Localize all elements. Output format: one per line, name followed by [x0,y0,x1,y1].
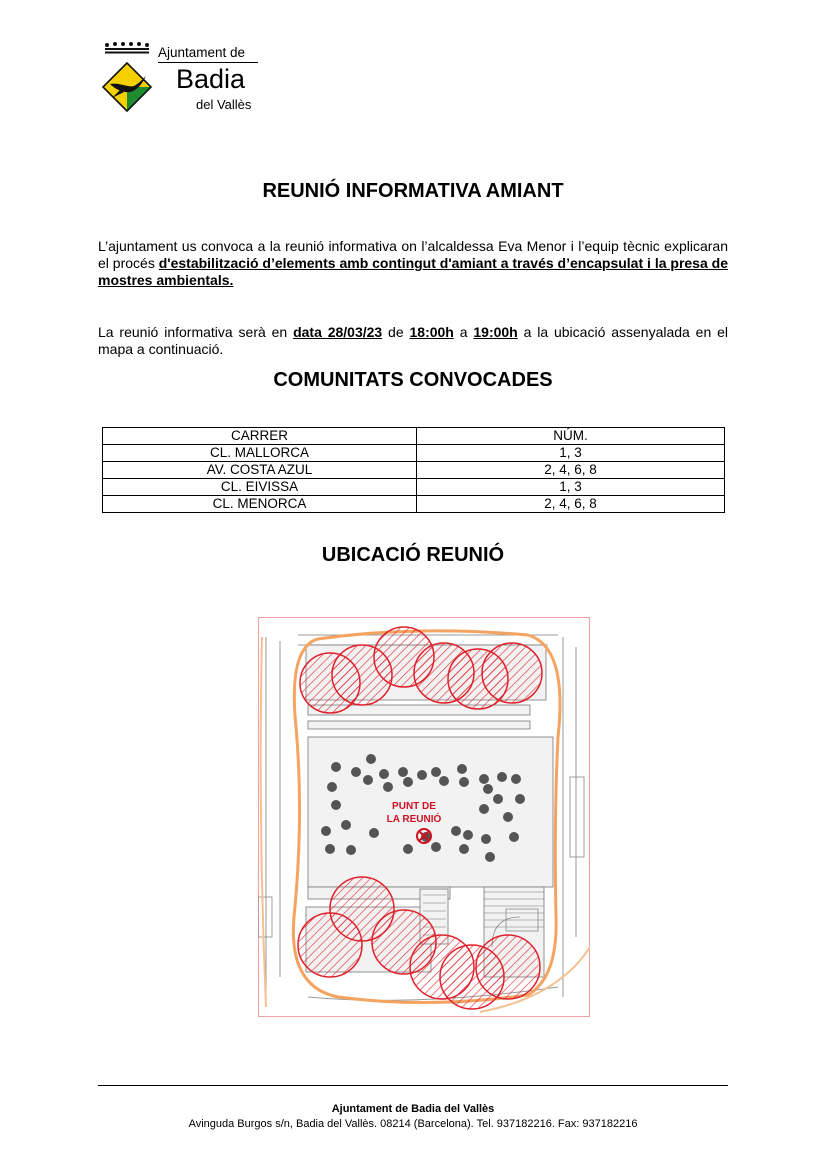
cell-num: 1, 3 [417,479,725,496]
meeting-suffix: a la ubicació assenyalada en el mapa a continuació. [98,324,729,357]
column-header-num: NÚM. [417,428,725,445]
column-header-street: CARRER [103,428,417,445]
meeting-end-time: 19:00h [473,324,518,340]
table-row [103,462,725,479]
cell-street: CL. MALLORCA [103,445,417,462]
table-header-row [103,428,725,445]
page-title: REUNIÓ INFORMATIVA AMIANT [262,180,564,202]
intro-highlight: d'estabilització d’elements amb contingut d'amiant a través d’encapsulat i la presa de mostres ambientals. [98,255,728,288]
org-name-line2: Badia [176,64,246,94]
communities-heading: COMUNITATS CONVOCADES [273,369,553,391]
meeting-mid1: de [382,324,410,340]
meeting-paragraph [98,324,728,358]
table-row [103,479,725,496]
cell-num: 1, 3 [417,445,725,462]
cell-street: CL. EIVISSA [103,479,417,496]
meeting-prefix: La reunió informativa serà en [98,324,294,340]
meeting-point-label-line2: LA REUNIÓ [386,814,442,825]
logo-divider [158,62,258,63]
meeting-mid2: a [453,324,474,340]
intro-text: L’ajuntament us convoca a la reunió informativa on l’alcaldessa Eva Menor i l’equip tècnic explicaran el procés [98,238,728,271]
meeting-point-label-line1: PUNT DE [392,801,436,812]
meeting-date: data 28/03/23 [293,324,383,340]
badia-logo-icon [102,62,152,112]
crown-icon [104,42,150,54]
communities-table [102,427,725,513]
meeting-start-time: 18:00h [409,324,454,340]
cell-num: 2, 4, 6, 8 [417,462,725,479]
cell-street: AV. COSTA AZUL [103,462,417,479]
intro-paragraph [98,238,728,289]
footer-divider [98,1085,728,1086]
table-row [103,496,725,513]
org-name-line3: del Vallès [196,97,252,112]
org-name-line1: Ajuntament de [158,45,246,60]
footer-org: Ajuntament de Badia del Vallès [331,1103,495,1115]
table-row [103,445,725,462]
site-map [258,617,590,1017]
footer-address: Avinguda Burgos s/n, Badia del Vallès. 08214 (Barcelona). Tel. 937182216. Fax: 937182216 [188,1118,638,1130]
location-heading: UBICACIÓ REUNIÓ [321,544,505,566]
cell-num: 2, 4, 6, 8 [417,496,725,513]
cell-street: CL. MENORCA [103,496,417,513]
